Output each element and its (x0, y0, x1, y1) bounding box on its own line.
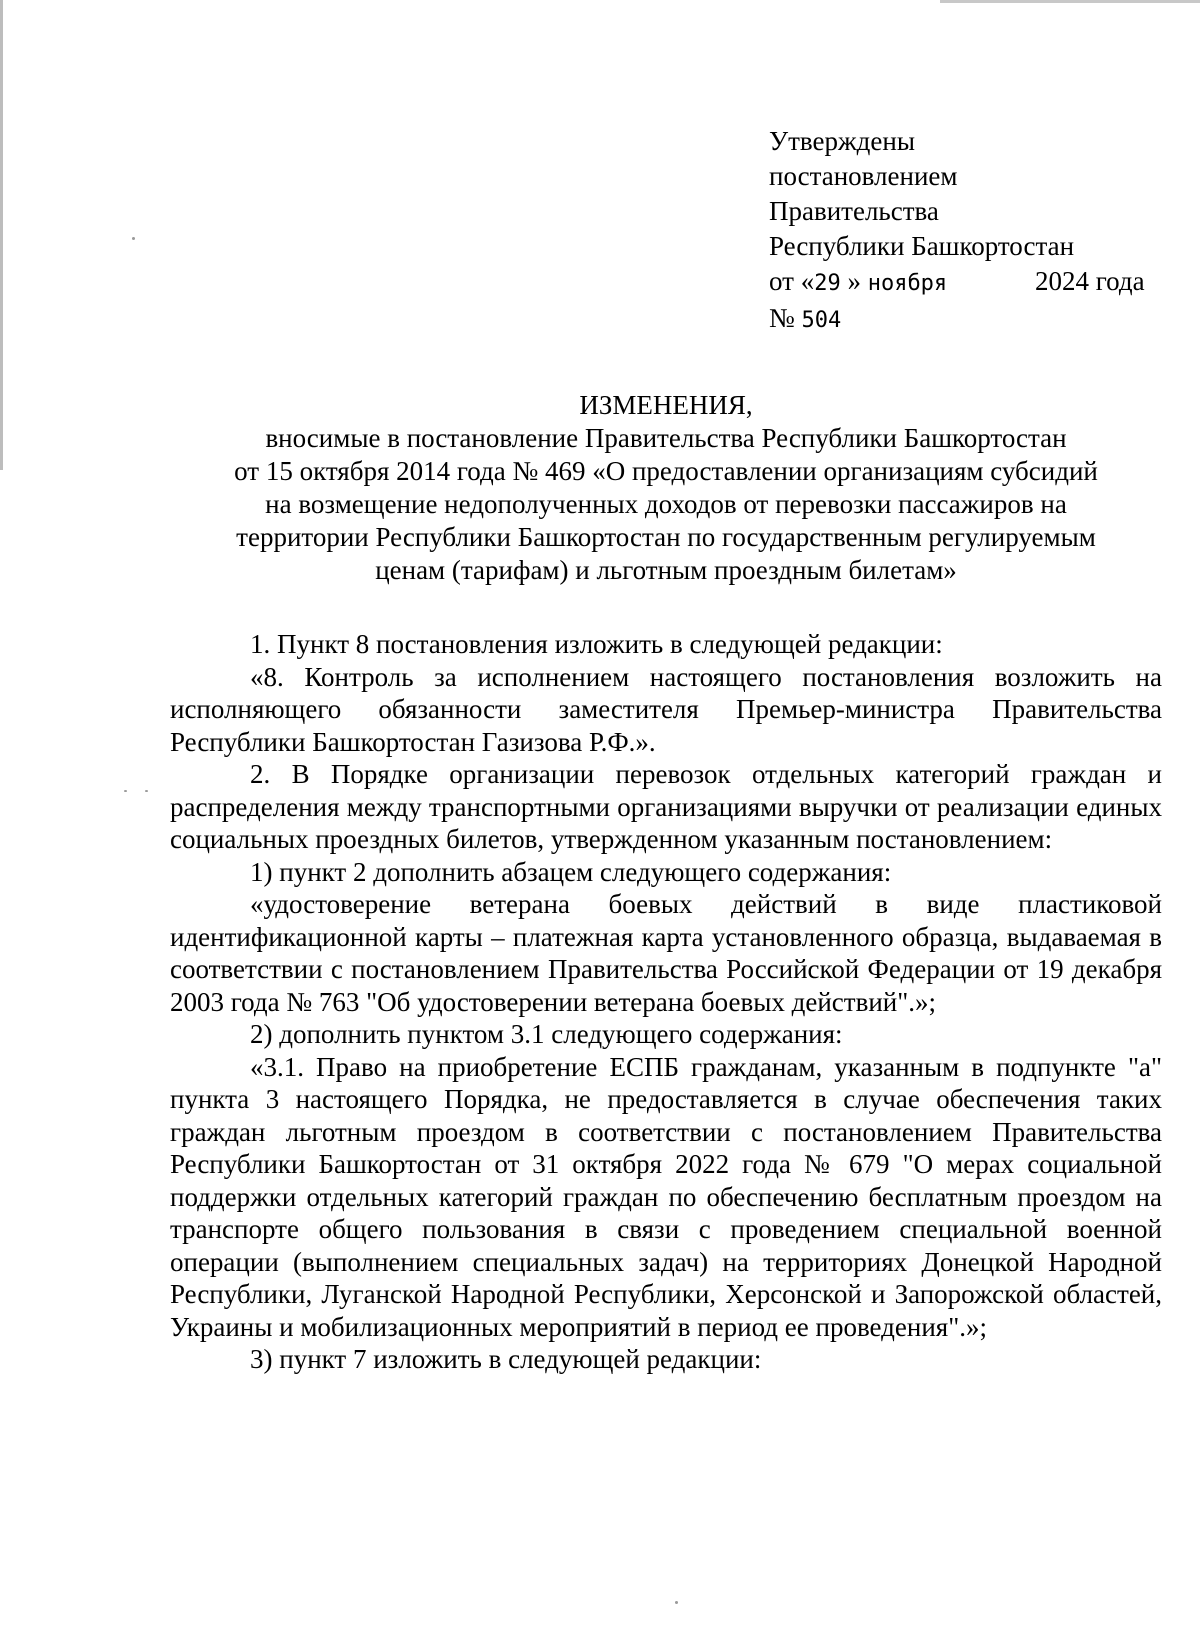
body-paragraph: «8. Контроль за исполнением настоящего постановления возложить на исполняющего обязанности заместителя Премьер-министра Правительства Республики Башкортостан Газизова Р.Ф.». (170, 661, 1162, 757)
date-prefix: от « (769, 266, 815, 296)
number-prefix: № (769, 303, 795, 333)
scan-speck (145, 790, 148, 792)
number-value: 504 (801, 308, 842, 333)
body-paragraph: 3) пункт 7 изложить в следующей редакции: (250, 1344, 762, 1374)
scan-edge-top (940, 0, 1200, 3)
approval-block (769, 124, 1169, 338)
body-paragraph: «3.1. Право на приобретение ЕСПБ гражданам, указанным в подпункте "а" пункта 3 настоящего Порядка, не предоставляется в случае обеспечения таких граждан льготным проездом в соответствии с постановлением Правительства Республики Башкортостан от 31 октября 2022 года № 679 "О мерах социальной поддержки отдельных категорий граждан по обеспечению бесплатным проездом на транспорте общего пользования в связи с проведением специальной военной операции (выполнением специальных задач) на территориях Донецкой Народной Республики, Луганской Народной Республики, Херсонской и Запорожской областей, Украины и мобилизационных мероприятий в период ее проведения".»; (170, 1051, 1162, 1342)
body-paragraph: «удостоверение ветерана боевых действий в виде пластиковой идентификационной карты – платежная карта установленного образца, выдаваемая в соответствии с постановлением Правительства Российской Федерации от 19 декабря 2003 года № 763 "Об удостоверении ветерана боевых действий".»; (170, 889, 1162, 1017)
document-body (170, 628, 1162, 1376)
title-subtitle-line: ценам (тарифам) и льготным проездным билетам» (375, 555, 957, 585)
body-paragraph: 1. Пункт 8 постановления изложить в следующей редакции: (250, 629, 943, 659)
approval-number (769, 301, 1169, 338)
approval-date (769, 264, 1169, 301)
date-quote-close: » (847, 266, 861, 296)
approval-line-resolution: постановлением (769, 161, 958, 191)
title-subtitle-line: территории Республики Башкортостан по государственным регулируемым (236, 522, 1096, 552)
approval-line-government: Правительства (769, 196, 939, 226)
body-paragraph: 2) дополнить пунктом 3.1 следующего содержания: (250, 1019, 843, 1049)
date-day: 29 (814, 271, 841, 296)
scan-edge-left (0, 0, 3, 470)
date-year: 2024 года (1035, 266, 1145, 296)
body-paragraph: 1) пункт 2 дополнить абзацем следующего содержания: (250, 856, 892, 887)
document-title (170, 389, 1162, 587)
scan-speck (675, 1601, 678, 1604)
approval-line-republic: Республики Башкортостан (769, 231, 1075, 261)
approval-line-approved: Утверждены (769, 126, 915, 156)
date-month: ноября (867, 271, 948, 296)
title-subtitle-line: от 15 октября 2014 года № 469 «О предоставлении организациям субсидий (234, 456, 1098, 486)
title-subtitle-line: на возмещение недополученных доходов от перевозки пассажиров на (265, 489, 1067, 519)
scan-speck (132, 237, 135, 240)
body-paragraph: 2. В Порядке организации перевозок отдельных категорий граждан и распределения между транспортными организациями выручки от реализации единых социальных проездных билетов, утвержденном указанным постановлением: (170, 759, 1162, 854)
title-main: ИЗМЕНЕНИЯ, (579, 390, 753, 420)
scan-speck (124, 790, 127, 792)
title-subtitle-line: вносимые в постановление Правительства Республики Башкортостан (265, 423, 1067, 453)
